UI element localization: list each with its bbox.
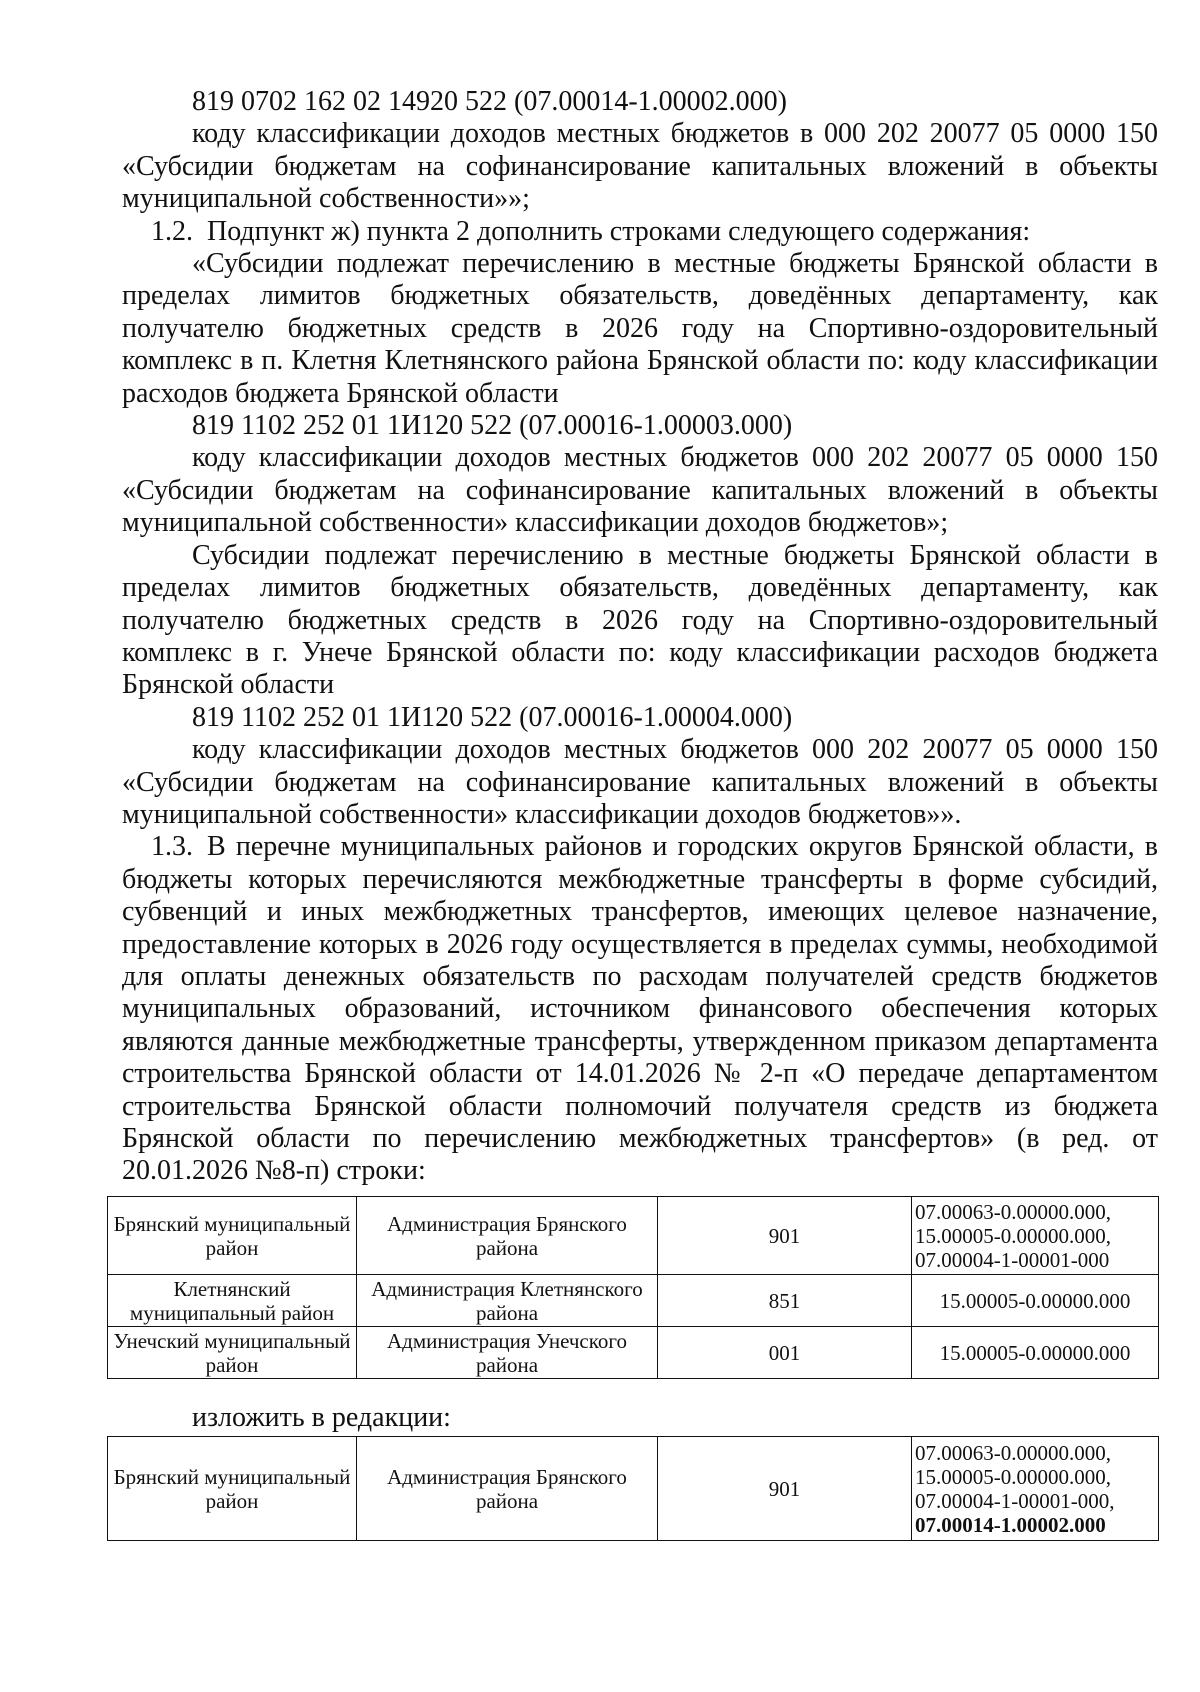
- code-cell: 001: [658, 1327, 912, 1379]
- table-row: [108, 1437, 1159, 1541]
- document-body: [122, 86, 1158, 1188]
- municipality-cell: Клетнянский муниципальный район: [108, 1275, 357, 1327]
- transfer-code: 07.00004-1-00001-000,: [915, 1488, 1115, 1513]
- transfer-code: 15.00005-0.00000.000: [939, 1288, 1131, 1313]
- transfer-code: 15.00005-0.00000.000: [939, 1340, 1131, 1365]
- transfer-codes-cell: [912, 1275, 1159, 1327]
- administration-cell: Администрация Брянского района: [357, 1437, 658, 1541]
- municipality-cell: Унечский муниципальный район: [108, 1327, 357, 1379]
- new-rows-table: [107, 1436, 1159, 1541]
- table-row: [108, 1197, 1159, 1275]
- municipality-cell: Брянский муниципальный район: [108, 1197, 357, 1275]
- numbered-paragraph: [122, 831, 1158, 1187]
- edition-label: изложить в редакции:: [192, 1402, 451, 1433]
- paragraph-number: 1.2.: [151, 215, 193, 247]
- administration-cell: Администрация Клетнянского района: [357, 1275, 658, 1327]
- paragraph-text: Подпункт ж) пункта 2 дополнить строками следующего содержания:: [207, 215, 1031, 247]
- paragraph-text: 819 1102 252 01 1И120 522 (07.00016-1.00003.000): [192, 410, 793, 442]
- paragraph: [122, 118, 1158, 215]
- added-transfer-code: 07.00014-1.00002.000: [915, 1512, 1106, 1537]
- code-cell: 901: [658, 1197, 912, 1275]
- paragraph: [122, 734, 1158, 831]
- table-row: [108, 1275, 1159, 1327]
- paragraph-text: Субсидии подлежат перечислению в местные бюджеты Брянской области в пределах лимитов бюджетных обязательств, доведённых департаменту, как получателю бюджетных средств в 2026 году на Спортивно-оздоровительный комплекс в г. Унече Брянской области по: коду классификации расходов бюджета Брянской области: [122, 539, 1158, 701]
- paragraph-text: «Субсидии подлежат перечислению в местные бюджеты Брянской области в пределах лимитов бюджетных обязательств, доведённых департаменту, как получателю бюджетных средств в 2026 году на Спортивно-оздоровительный комплекс в п. Клетня Клетнянского района Брянской области по: коду классификации расходов бюджета Брянской области: [122, 248, 1158, 409]
- transfer-codes-cell: [912, 1327, 1159, 1379]
- table-row: [108, 1327, 1159, 1379]
- administration-cell: Администрация Брянского района: [357, 1197, 658, 1275]
- code-cell: 851: [658, 1275, 912, 1327]
- classification-code-line: [122, 86, 1158, 118]
- old-rows-table: [107, 1196, 1159, 1379]
- paragraph: [122, 442, 1158, 539]
- paragraph: [122, 248, 1158, 410]
- classification-code-line: [122, 702, 1158, 734]
- transfer-code: 07.00004-1-00001-000: [915, 1247, 1110, 1272]
- paragraph-text: коду классификации доходов местных бюджетов 000 202 20077 05 0000 150 «Субсидии бюджетам на софинансирование капитальных вложений в объекты муниципальной собственности» классификации доходов бюджетов»».: [122, 734, 1158, 830]
- transfer-codes-cell: [912, 1437, 1159, 1541]
- transfer-code: 15.00005-0.00000.000,: [915, 1464, 1111, 1489]
- administration-cell: Администрация Унечского района: [357, 1327, 658, 1379]
- municipality-cell: Брянский муниципальный район: [108, 1437, 357, 1541]
- classification-code-line: [122, 410, 1158, 442]
- transfer-code: 07.00063-0.00000.000,: [915, 1440, 1111, 1465]
- transfer-code: 07.00063-0.00000.000,: [915, 1199, 1111, 1224]
- transfer-codes-cell: [912, 1197, 1159, 1275]
- paragraph-text: 819 0702 162 02 14920 522 (07.00014-1.00002.000): [192, 86, 787, 117]
- paragraph-number: 1.3.: [151, 831, 193, 863]
- code-cell: 901: [658, 1437, 912, 1541]
- paragraph-text: коду классификации доходов местных бюджетов в 000 202 20077 05 0000 150 «Субсидии бюджетам на софинансирование капитальных вложений в объекты муниципальной собственности»»;: [122, 118, 1158, 215]
- transfer-code: 15.00005-0.00000.000,: [915, 1223, 1111, 1248]
- paragraph-text: 819 1102 252 01 1И120 522 (07.00016-1.00004.000): [192, 701, 793, 733]
- paragraph-text: В перечне муниципальных районов и городских округов Брянской области, в бюджеты которых перечисляются межбюджетные трансферты в форме субсидий, субвенций и иных межбюджетных трансфертов, имеющих целевое назначение, предоставление которых в 2026 году осуществляется в пределах суммы, необходимой для оплаты денежных обязательств по расходам получателей средств бюджетов муниципальных образований, источником финансового обеспечения которых являются данные межбюджетные трансферты, утвержденном приказом департамента строительства Брянской области от 14.01.2026 № 2-п «О передаче департаментом строительства Брянской области полномочий получателя средств из бюджета Брянской области по перечислению межбюджетных трансфертов» (в ред. от 20.01.2026 №8-п) строки:: [122, 831, 1158, 1187]
- numbered-paragraph: [122, 216, 1158, 248]
- paragraph-text: коду классификации доходов местных бюджетов 000 202 20077 05 0000 150 «Субсидии бюджетам на софинансирование капитальных вложений в объекты муниципальной собственности» классификации доходов бюджетов»;: [122, 442, 1158, 539]
- paragraph: [122, 540, 1158, 702]
